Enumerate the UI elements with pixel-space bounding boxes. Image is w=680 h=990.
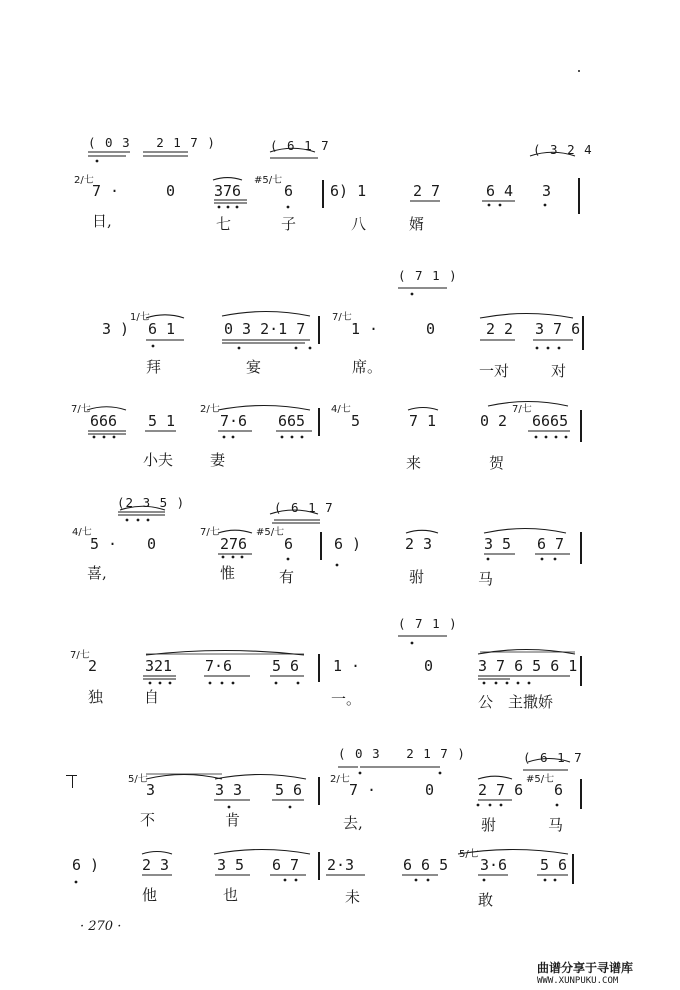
note: 3 7 6 bbox=[535, 320, 581, 338]
note: 0 bbox=[424, 657, 434, 675]
octave-dot-53 bbox=[439, 772, 442, 775]
ornament-bracket: ( 6 1 7 bbox=[523, 750, 583, 765]
octave-dot-47 bbox=[297, 682, 300, 685]
note: 6 4 bbox=[486, 182, 514, 200]
octave-dot-10 bbox=[238, 347, 241, 350]
note: 6 bbox=[284, 182, 294, 200]
octave-dot-5 bbox=[488, 204, 491, 207]
note: 5 · bbox=[90, 535, 118, 553]
note: 0 2 bbox=[480, 412, 508, 430]
grace-note-key: 7/七 bbox=[71, 404, 91, 415]
note: 2 3 bbox=[142, 856, 170, 874]
note: 2 7 bbox=[413, 182, 441, 200]
octave-dot-56 bbox=[500, 804, 503, 807]
grace-note-key: 1/七 bbox=[130, 312, 150, 323]
octave-dot-17 bbox=[103, 436, 106, 439]
lyric: 驸 bbox=[481, 816, 497, 834]
lyric: 驸 bbox=[409, 568, 425, 586]
slur-5 bbox=[480, 314, 573, 319]
octave-dot-67 bbox=[544, 879, 547, 882]
note: 5 6 bbox=[540, 856, 568, 874]
ornament-bracket: ( 6 1 7 bbox=[270, 138, 330, 153]
lyric: 马 bbox=[548, 816, 564, 834]
note: 6 7 bbox=[272, 856, 300, 874]
note: 3 bbox=[542, 182, 552, 200]
note: 6 6 5 bbox=[403, 856, 449, 874]
note: 665 bbox=[278, 412, 306, 430]
octave-dot-4 bbox=[287, 206, 290, 209]
note: 6 bbox=[284, 535, 294, 553]
slur-7 bbox=[218, 406, 310, 411]
lyric: 自 bbox=[144, 688, 160, 706]
octave-dot-65 bbox=[427, 879, 430, 882]
octave-dot-49 bbox=[495, 682, 498, 685]
octave-dot-25 bbox=[545, 436, 548, 439]
grace-note-key: 4/七 bbox=[331, 404, 351, 415]
octave-dot-39 bbox=[411, 642, 414, 645]
octave-dot-18 bbox=[113, 436, 116, 439]
ornament-bracket: (2 3 5 ) bbox=[117, 495, 186, 510]
watermark-text: 曲谱分享于寻谱库 bbox=[537, 961, 634, 975]
note: 5 bbox=[351, 412, 361, 430]
lyric: 贺 bbox=[489, 454, 505, 472]
note: 5 1 bbox=[148, 412, 176, 430]
note: 2 2 bbox=[486, 320, 514, 338]
octave-dot-1 bbox=[218, 206, 221, 209]
note: 3 5 bbox=[484, 535, 512, 553]
note: 376 bbox=[214, 182, 242, 200]
note: 0 3 2·1 7 bbox=[224, 320, 306, 338]
lyric: 马 bbox=[478, 570, 494, 588]
octave-dot-22 bbox=[291, 436, 294, 439]
lyric: 妻 bbox=[210, 451, 226, 469]
octave-dot-30 bbox=[147, 519, 150, 522]
octave-dot-28 bbox=[126, 519, 129, 522]
octave-dot-26 bbox=[555, 436, 558, 439]
lyric: 一对 bbox=[479, 362, 510, 380]
lyric: 拜 bbox=[146, 358, 162, 376]
note: 6 ) bbox=[72, 856, 100, 874]
grace-note-key: #5/七 bbox=[526, 774, 555, 785]
note: 3 ) bbox=[102, 320, 130, 338]
note: 7 · bbox=[349, 781, 377, 799]
note: 0 bbox=[426, 320, 436, 338]
octave-dot-54 bbox=[477, 804, 480, 807]
octave-dot-3 bbox=[236, 206, 239, 209]
page-number: · 270 · bbox=[80, 919, 122, 934]
ornament-bracket: ( 7 1 ) bbox=[398, 616, 458, 631]
octave-dot-27 bbox=[565, 436, 568, 439]
slur-18 bbox=[215, 775, 306, 780]
lyric: 去, bbox=[343, 814, 363, 832]
octave-dot-51 bbox=[517, 682, 520, 685]
slur-6 bbox=[87, 407, 126, 410]
grace-note-key: #5/七 bbox=[256, 527, 285, 538]
slur-23 bbox=[458, 850, 568, 855]
octave-dot-55 bbox=[489, 804, 492, 807]
note: 321 bbox=[145, 657, 173, 675]
ornament-bracket: ( 0 3 2 1 7 ) bbox=[88, 135, 216, 150]
octave-dot-59 bbox=[228, 806, 231, 809]
note: 3·6 bbox=[480, 856, 508, 874]
octave-dot-66 bbox=[483, 879, 486, 882]
lyric: 一。 bbox=[331, 690, 362, 708]
slur-13 bbox=[406, 530, 438, 533]
lyric: 不 bbox=[140, 811, 156, 829]
octave-dot-20 bbox=[232, 436, 235, 439]
octave-dot-40 bbox=[149, 682, 152, 685]
note: 0 bbox=[166, 182, 176, 200]
slur-1 bbox=[270, 148, 315, 152]
octave-dot-6 bbox=[499, 204, 502, 207]
lyric: 未 bbox=[345, 888, 361, 906]
note: 3 5 bbox=[217, 856, 245, 874]
slur-22 bbox=[214, 850, 310, 855]
grace-note-key: 5/七 bbox=[128, 774, 148, 785]
octave-dot-63 bbox=[295, 879, 298, 882]
note: 7·6 bbox=[220, 412, 248, 430]
note: 1 · bbox=[351, 320, 379, 338]
lyric: 有 bbox=[279, 568, 295, 586]
octave-dot-13 bbox=[536, 347, 539, 350]
octave-dot-44 bbox=[221, 682, 224, 685]
note: 2·3 bbox=[327, 856, 355, 874]
note: 7 1 bbox=[409, 412, 437, 430]
octave-dot-14 bbox=[547, 347, 550, 350]
octave-dot-21 bbox=[281, 436, 284, 439]
note: 0 bbox=[425, 781, 435, 799]
slur-17 bbox=[146, 775, 222, 780]
lyric: 席。 bbox=[352, 358, 383, 376]
note: 3 3 bbox=[215, 781, 243, 799]
note: 6 ) bbox=[334, 535, 362, 553]
note: 2 bbox=[88, 657, 98, 675]
note: 5 6 bbox=[275, 781, 303, 799]
grace-note-key: 7/七 bbox=[70, 650, 90, 661]
slur-11 bbox=[218, 530, 252, 533]
octave-dot-68 bbox=[554, 879, 557, 882]
note: 3 bbox=[146, 781, 156, 799]
lyric: 来 bbox=[406, 454, 422, 472]
octave-dot-50 bbox=[506, 682, 509, 685]
grace-note-key: 5/七 bbox=[459, 849, 479, 860]
note: 7·6 bbox=[205, 657, 233, 675]
grace-note-key: 2/七 bbox=[330, 774, 350, 785]
grace-note-key: #5/七 bbox=[254, 175, 283, 186]
watermark-url: WWW.XUNPUKU.COM bbox=[537, 976, 619, 986]
lyric: 七 bbox=[216, 215, 232, 233]
note: 6 7 bbox=[537, 535, 565, 553]
octave-dot-11 bbox=[295, 347, 298, 350]
lyric: 肯 bbox=[225, 811, 241, 829]
octave-dot-60 bbox=[289, 806, 292, 809]
slur-12 bbox=[270, 510, 318, 514]
octave-dot-52 bbox=[528, 682, 531, 685]
lyric: 他 bbox=[142, 886, 158, 904]
octave-dot-12 bbox=[309, 347, 312, 350]
slur-21 bbox=[142, 852, 172, 855]
note: 7 · bbox=[92, 182, 120, 200]
octave-dot-45 bbox=[232, 682, 235, 685]
ornament-bracket: ( 3 2 4 bbox=[533, 142, 593, 157]
slur-3 bbox=[146, 315, 184, 318]
lyric: 八 bbox=[351, 215, 367, 233]
octave-dot-7 bbox=[544, 204, 547, 207]
ornament-bracket: ( 0 3 2 1 7 ) bbox=[338, 746, 466, 761]
lyric: 公 bbox=[478, 693, 494, 711]
octave-dot-9 bbox=[152, 345, 155, 348]
note: 6665 bbox=[532, 412, 569, 430]
octave-dot-19 bbox=[223, 436, 226, 439]
octave-dot-48 bbox=[483, 682, 486, 685]
grace-note-key: 7/七 bbox=[332, 312, 352, 323]
octave-dot-32 bbox=[232, 556, 235, 559]
grace-note-key: 7/七 bbox=[512, 404, 532, 415]
lyric: 子 bbox=[281, 215, 297, 233]
lyric: 对 bbox=[551, 362, 567, 380]
note: 2 7 6 bbox=[478, 781, 524, 799]
octave-dot-43 bbox=[209, 682, 212, 685]
slur-20 bbox=[528, 759, 570, 763]
octave-dot-16 bbox=[93, 436, 96, 439]
slur-10 bbox=[120, 506, 165, 510]
lyric: 主撒娇 bbox=[508, 693, 554, 711]
octave-dot-64 bbox=[415, 879, 418, 882]
lyric: 独 bbox=[88, 688, 104, 706]
note: 6 1 bbox=[148, 320, 176, 338]
note: 6) 1 bbox=[330, 182, 367, 200]
octave-dot-24 bbox=[535, 436, 538, 439]
note: 276 bbox=[220, 535, 248, 553]
octave-dot-15 bbox=[558, 347, 561, 350]
octave-dot-35 bbox=[336, 564, 339, 567]
slur-19 bbox=[478, 776, 512, 779]
lyric: 喜, bbox=[87, 564, 107, 582]
octave-dot-42 bbox=[169, 682, 172, 685]
slur-14 bbox=[484, 529, 566, 534]
note: 2 3 bbox=[405, 535, 433, 553]
lyric: 日, bbox=[92, 212, 112, 230]
lyric: 也 bbox=[223, 886, 239, 904]
lyric: 小夫 bbox=[143, 451, 174, 469]
octave-dot-8 bbox=[411, 293, 414, 296]
lyric: 婿 bbox=[409, 215, 425, 233]
speck bbox=[578, 70, 580, 72]
slur-9 bbox=[488, 402, 568, 407]
octave-dot-23 bbox=[301, 436, 304, 439]
ornament-bracket: ( 7 1 ) bbox=[398, 268, 458, 283]
grace-note-key: 4/七 bbox=[72, 527, 92, 538]
lyric: 惟 bbox=[220, 564, 236, 582]
octave-dot-62 bbox=[284, 879, 287, 882]
octave-dot-57 bbox=[556, 804, 559, 807]
octave-dot-37 bbox=[541, 558, 544, 561]
octave-dot-46 bbox=[275, 682, 278, 685]
ornament-bracket: ( 6 1 7 bbox=[274, 500, 334, 515]
lyric: 宴 bbox=[246, 358, 262, 376]
octave-dot-29 bbox=[137, 519, 140, 522]
slur-2 bbox=[530, 152, 575, 156]
note: 1 · bbox=[333, 657, 361, 675]
note: 6 bbox=[554, 781, 564, 799]
grace-note-key: 2/七 bbox=[74, 175, 94, 186]
octave-dot-36 bbox=[487, 558, 490, 561]
octave-dot-41 bbox=[159, 682, 162, 685]
note: 0 bbox=[147, 535, 157, 553]
grace-note-key: 2/七 bbox=[200, 404, 220, 415]
lyric: 敢 bbox=[478, 891, 494, 909]
note: 3 7 6 5 6 1 bbox=[478, 657, 578, 675]
octave-dot-2 bbox=[227, 206, 230, 209]
octave-dot-58 bbox=[359, 772, 362, 775]
octave-dot-0 bbox=[96, 160, 99, 163]
octave-dot-61 bbox=[75, 881, 78, 884]
grace-note-key: 7/七 bbox=[200, 527, 220, 538]
note: 666 bbox=[90, 412, 118, 430]
note: 5 6 bbox=[272, 657, 300, 675]
slur-0 bbox=[213, 178, 242, 180]
octave-dot-31 bbox=[222, 556, 225, 559]
slur-4 bbox=[222, 312, 310, 317]
octave-dot-33 bbox=[241, 556, 244, 559]
slur-8 bbox=[408, 408, 438, 411]
octave-dot-38 bbox=[554, 558, 557, 561]
octave-dot-34 bbox=[287, 558, 290, 561]
